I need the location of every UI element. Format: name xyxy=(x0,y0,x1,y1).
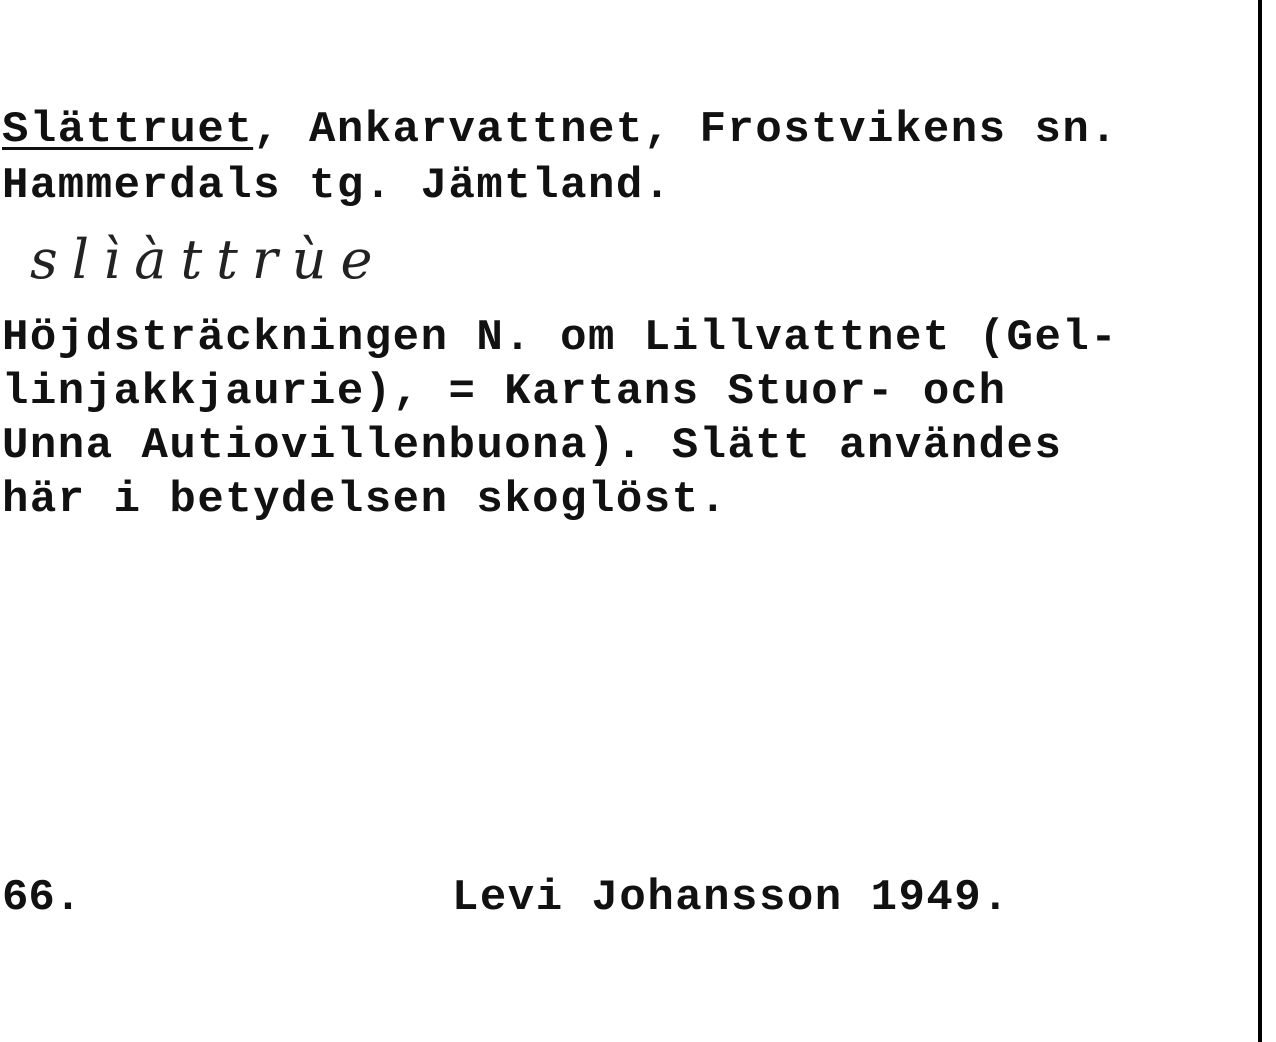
location-parish: , Ankarvattnet, Frostvikens sn. xyxy=(253,105,1119,155)
body-line-4: här i betydelsen skoglöst. xyxy=(2,475,728,525)
body-line-1: Höjdsträckningen N. om Lillvattnet (Gel- xyxy=(2,313,1119,363)
title-line xyxy=(2,104,1118,156)
author-year: Levi Johansson 1949. xyxy=(452,873,1011,923)
body-line-3: Unna Autiovillenbuona). Slätt användes xyxy=(2,421,1063,471)
headword: Slättruet xyxy=(2,105,254,155)
card-number: 66. xyxy=(2,873,82,923)
card-edge-line xyxy=(1258,0,1262,1042)
handwritten-pronunciation: slìàttrùe xyxy=(30,228,387,291)
body-line-2: linjakkjaurie), = Kartans Stuor- och xyxy=(2,367,1007,417)
district-line: Hammerdals tg. Jämtland. xyxy=(2,161,672,211)
